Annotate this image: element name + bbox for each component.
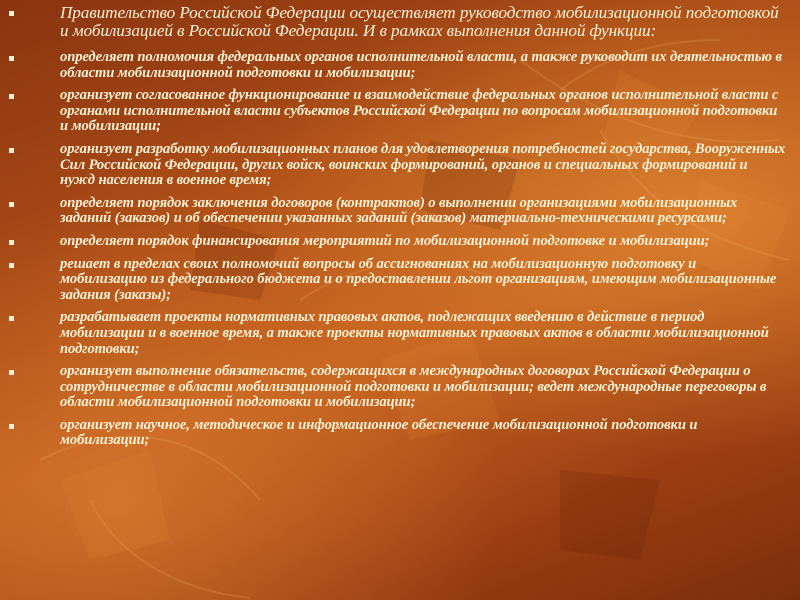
bullet-marker: [9, 316, 14, 321]
bullet-marker: [9, 148, 14, 153]
list-item-lead: [0, 4, 800, 40]
list-item-text: определяет порядок финансирования мероприятий по мобилизационной подготовке и мобилизации;: [60, 232, 710, 249]
list-item-text: организует разработку мобилизационных планов для удовлетворения потребностей государства, Вооруженных Сил Российской Федерации, других войск, воинских формирований, органов и специальных формирований и нужд населения в военное время;: [60, 140, 786, 189]
list-item: [0, 234, 800, 250]
bullet-marker: [9, 56, 14, 61]
list-item: [0, 418, 800, 449]
list-item: [0, 310, 800, 357]
list-item: [0, 257, 800, 304]
list-item-text: разрабатывает проекты нормативных правовых актов, подлежащих введению в действие в период мобилизации и в военное время, а также проекты нормативных правовых актов в области мобилизационной подготовки;: [60, 309, 769, 357]
bullet-marker: [9, 11, 14, 16]
list-item-text: Правительство Российской Федерации осуществляет руководство мобилизационной подготовкой и мобилизацией в Российской Федерации. И в рамках выполнения данной функции:: [60, 3, 779, 40]
list-item-text: решает в пределах своих полномочий вопросы об ассигнованиях на мобилизационную подготовку и мобилизацию из федерального бюджета и о предоставлении льгот организациям, имеющим мобилизационные задания (заказы);: [60, 255, 777, 303]
list-item-text: определяет полномочия федеральных органов исполнительной власти, а также руководит их деятельностью в области мобилизационной подготовки и мобилизации;: [60, 49, 782, 81]
list-item: [0, 364, 800, 411]
bullet-marker: [9, 424, 14, 429]
bullet-marker: [9, 202, 14, 207]
list-item: [0, 50, 800, 81]
bullet-marker: [9, 370, 14, 375]
list-item: [0, 142, 800, 189]
list-item: [0, 196, 800, 227]
list-item-text: организует научное, методическое и информационное обеспечение мобилизационной подготовки и мобилизации;: [60, 416, 698, 449]
list-item-text: организует согласованное функционирование и взаимодействие федеральных органов исполнительной власти с органами исполнительной власти субъектов Российской Федерации по вопросам мобилизационной подготовки и мобилизации;: [60, 87, 779, 135]
list-item: [0, 88, 800, 135]
bullet-marker: [9, 94, 14, 99]
bullet-marker: [9, 240, 14, 245]
bullet-marker: [9, 263, 14, 268]
list-item-text: определяет порядок заключения договоров (контрактов) о выполнении организациями мобилизационных заданий (заказов) и об обеспечении указанных заданий (заказов) материально-техническими ресурсами;: [60, 194, 738, 227]
list-item-text: организует выполнение обязательств, содержащихся в международных договорах Российской Федерации о сотрудничестве в области мобилизационной подготовки и мобилизации; ведет международные переговоры в области мобилизационной подготовки и мобилизации;: [60, 363, 767, 411]
bullet-list: [0, 4, 800, 456]
